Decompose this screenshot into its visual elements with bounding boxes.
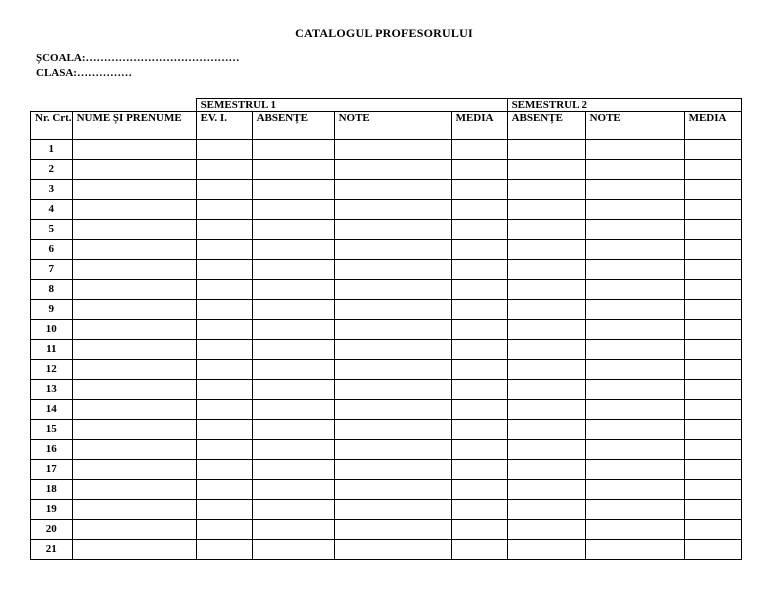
absences-1-cell[interactable]	[252, 420, 334, 440]
col-absences-1-header: ABSENȚE	[252, 112, 334, 140]
average-1-cell[interactable]	[451, 460, 507, 480]
ev-cell[interactable]	[196, 240, 252, 260]
school-field: ȘCOALA:……………………………………	[36, 52, 240, 64]
grades-1-cell[interactable]	[334, 140, 451, 160]
ev-cell[interactable]	[196, 480, 252, 500]
grades-table	[30, 98, 742, 560]
average-2-cell[interactable]	[684, 320, 741, 340]
row-number: 17	[31, 460, 73, 480]
absences-1-cell[interactable]	[252, 280, 334, 300]
absences-2-cell[interactable]	[507, 460, 585, 480]
grades-1-cell[interactable]	[334, 380, 451, 400]
average-2-cell[interactable]	[684, 400, 741, 420]
average-1-cell[interactable]	[451, 260, 507, 280]
average-2-cell[interactable]	[684, 240, 741, 260]
row-number: 9	[31, 300, 73, 320]
grades-2-cell[interactable]	[585, 140, 684, 160]
table-row	[31, 320, 742, 340]
absences-2-cell[interactable]	[507, 200, 585, 220]
absences-1-cell[interactable]	[252, 400, 334, 420]
average-2-cell[interactable]	[684, 260, 741, 280]
absences-1-cell[interactable]	[252, 200, 334, 220]
ev-cell[interactable]	[196, 220, 252, 240]
absences-1-cell[interactable]	[252, 340, 334, 360]
absences-2-cell[interactable]	[507, 400, 585, 420]
grades-2-cell[interactable]	[585, 460, 684, 480]
grades-1-cell[interactable]	[334, 440, 451, 460]
name-cell[interactable]	[72, 380, 196, 400]
row-number: 6	[31, 240, 73, 260]
grades-2-cell[interactable]	[585, 280, 684, 300]
average-1-cell[interactable]	[451, 500, 507, 520]
table-row	[31, 520, 742, 540]
grades-2-cell[interactable]	[585, 520, 684, 540]
average-2-cell[interactable]	[684, 160, 741, 180]
absences-2-cell[interactable]	[507, 420, 585, 440]
absences-2-cell[interactable]	[507, 160, 585, 180]
average-2-cell[interactable]	[684, 520, 741, 540]
average-1-cell[interactable]	[451, 420, 507, 440]
name-cell[interactable]	[72, 340, 196, 360]
average-1-cell[interactable]	[451, 300, 507, 320]
average-1-cell[interactable]	[451, 540, 507, 560]
row-number: 4	[31, 200, 73, 220]
row-number: 18	[31, 480, 73, 500]
grades-1-cell[interactable]	[334, 340, 451, 360]
average-2-cell[interactable]	[684, 340, 741, 360]
name-cell[interactable]	[72, 280, 196, 300]
row-number: 1	[31, 140, 73, 160]
grades-1-cell[interactable]	[334, 460, 451, 480]
name-cell[interactable]	[72, 260, 196, 280]
name-cell[interactable]	[72, 240, 196, 260]
row-number: 12	[31, 360, 73, 380]
absences-2-cell[interactable]	[507, 340, 585, 360]
table-row	[31, 340, 742, 360]
name-cell[interactable]	[72, 140, 196, 160]
average-1-cell[interactable]	[451, 180, 507, 200]
average-1-cell[interactable]	[451, 340, 507, 360]
absences-1-cell[interactable]	[252, 160, 334, 180]
average-2-cell[interactable]	[684, 300, 741, 320]
grades-1-cell[interactable]	[334, 220, 451, 240]
average-1-cell[interactable]	[451, 380, 507, 400]
grades-1-cell[interactable]	[334, 520, 451, 540]
absences-2-cell[interactable]	[507, 540, 585, 560]
ev-cell[interactable]	[196, 180, 252, 200]
table-row	[31, 360, 742, 380]
table-body	[31, 140, 742, 560]
ev-cell[interactable]	[196, 320, 252, 340]
average-1-cell[interactable]	[451, 360, 507, 380]
table-row	[31, 180, 742, 200]
grades-2-cell[interactable]	[585, 180, 684, 200]
grades-1-cell[interactable]	[334, 200, 451, 220]
grades-2-cell[interactable]	[585, 380, 684, 400]
table-row	[31, 540, 742, 560]
row-number: 7	[31, 260, 73, 280]
table-row	[31, 160, 742, 180]
ev-cell[interactable]	[196, 340, 252, 360]
page-title: CATALOGUL PROFESORULUI	[295, 26, 473, 40]
table-row	[31, 300, 742, 320]
ev-cell[interactable]	[196, 380, 252, 400]
grades-1-cell[interactable]	[334, 480, 451, 500]
row-number: 21	[31, 540, 73, 560]
grades-2-cell[interactable]	[585, 540, 684, 560]
average-2-cell[interactable]	[684, 180, 741, 200]
grades-2-cell[interactable]	[585, 400, 684, 420]
row-number: 20	[31, 520, 73, 540]
semester-header-row	[31, 99, 742, 112]
table-row	[31, 380, 742, 400]
grades-1-cell[interactable]	[334, 240, 451, 260]
absences-1-cell[interactable]	[252, 380, 334, 400]
absences-1-cell[interactable]	[252, 500, 334, 520]
blank-cell	[31, 99, 197, 112]
absences-1-cell[interactable]	[252, 140, 334, 160]
ev-cell[interactable]	[196, 280, 252, 300]
row-number: 15	[31, 420, 73, 440]
absences-2-cell[interactable]	[507, 280, 585, 300]
average-2-cell[interactable]	[684, 440, 741, 460]
ev-cell[interactable]	[196, 540, 252, 560]
table-row	[31, 260, 742, 280]
average-2-cell[interactable]	[684, 420, 741, 440]
row-number: 3	[31, 180, 73, 200]
name-cell[interactable]	[72, 540, 196, 560]
name-cell[interactable]	[72, 160, 196, 180]
absences-1-cell[interactable]	[252, 520, 334, 540]
average-2-cell[interactable]	[684, 380, 741, 400]
absences-1-cell[interactable]	[252, 260, 334, 280]
row-number: 5	[31, 220, 73, 240]
col-nr-header: Nr. Crt.	[31, 112, 73, 140]
average-2-cell[interactable]	[684, 200, 741, 220]
row-number: 11	[31, 340, 73, 360]
average-1-cell[interactable]	[451, 280, 507, 300]
average-1-cell[interactable]	[451, 200, 507, 220]
col-grades-2-header: NOTE	[585, 112, 684, 140]
name-cell[interactable]	[72, 300, 196, 320]
col-name-header: NUME ȘI PRENUME	[72, 112, 196, 140]
average-1-cell[interactable]	[451, 520, 507, 540]
grades-1-cell[interactable]	[334, 320, 451, 340]
table-row	[31, 440, 742, 460]
row-number: 19	[31, 500, 73, 520]
absences-1-cell[interactable]	[252, 300, 334, 320]
ev-cell[interactable]	[196, 500, 252, 520]
absences-2-cell[interactable]	[507, 360, 585, 380]
grades-2-cell[interactable]	[585, 480, 684, 500]
col-average-2-header: MEDIA	[684, 112, 741, 140]
average-2-cell[interactable]	[684, 220, 741, 240]
absences-2-cell[interactable]	[507, 380, 585, 400]
name-cell[interactable]	[72, 220, 196, 240]
name-cell[interactable]	[72, 320, 196, 340]
grades-1-cell[interactable]	[334, 420, 451, 440]
table-row	[31, 420, 742, 440]
average-1-cell[interactable]	[451, 440, 507, 460]
absences-2-cell[interactable]	[507, 180, 585, 200]
ev-cell[interactable]	[196, 420, 252, 440]
table-row	[31, 500, 742, 520]
grades-2-cell[interactable]	[585, 420, 684, 440]
average-1-cell[interactable]	[451, 240, 507, 260]
grades-2-cell[interactable]	[585, 220, 684, 240]
grades-2-cell[interactable]	[585, 440, 684, 460]
grades-1-cell[interactable]	[334, 280, 451, 300]
grades-1-cell[interactable]	[334, 360, 451, 380]
absences-1-cell[interactable]	[252, 360, 334, 380]
row-number: 2	[31, 160, 73, 180]
absences-2-cell[interactable]	[507, 500, 585, 520]
ev-cell[interactable]	[196, 200, 252, 220]
average-1-cell[interactable]	[451, 480, 507, 500]
grades-2-cell[interactable]	[585, 340, 684, 360]
absences-1-cell[interactable]	[252, 460, 334, 480]
table-row	[31, 280, 742, 300]
average-1-cell[interactable]	[451, 220, 507, 240]
ev-cell[interactable]	[196, 360, 252, 380]
ev-cell[interactable]	[196, 160, 252, 180]
absences-2-cell[interactable]	[507, 440, 585, 460]
col-ev-header: EV. I.	[196, 112, 252, 140]
table-row	[31, 400, 742, 420]
average-2-cell[interactable]	[684, 460, 741, 480]
grades-1-cell[interactable]	[334, 400, 451, 420]
absences-2-cell[interactable]	[507, 520, 585, 540]
grades-2-cell[interactable]	[585, 320, 684, 340]
col-grades-1-header: NOTE	[334, 112, 451, 140]
grades-2-cell[interactable]	[585, 500, 684, 520]
absences-2-cell[interactable]	[507, 240, 585, 260]
col-absences-2-header: ABSENȚE	[507, 112, 585, 140]
average-2-cell[interactable]	[684, 280, 741, 300]
semester-1-header: SEMESTRUL 1	[196, 99, 507, 112]
ev-cell[interactable]	[196, 140, 252, 160]
average-2-cell[interactable]	[684, 360, 741, 380]
row-number: 10	[31, 320, 73, 340]
ev-cell[interactable]	[196, 460, 252, 480]
grades-1-cell[interactable]	[334, 500, 451, 520]
average-2-cell[interactable]	[684, 500, 741, 520]
table-row	[31, 200, 742, 220]
grades-1-cell[interactable]	[334, 180, 451, 200]
absences-2-cell[interactable]	[507, 320, 585, 340]
average-1-cell[interactable]	[451, 400, 507, 420]
absences-2-cell[interactable]	[507, 300, 585, 320]
row-number: 8	[31, 280, 73, 300]
absences-1-cell[interactable]	[252, 440, 334, 460]
ev-cell[interactable]	[196, 260, 252, 280]
ev-cell[interactable]	[196, 400, 252, 420]
table-row	[31, 460, 742, 480]
average-2-cell[interactable]	[684, 140, 741, 160]
absences-2-cell[interactable]	[507, 260, 585, 280]
table-row	[31, 240, 742, 260]
average-2-cell[interactable]	[684, 480, 741, 500]
ev-cell[interactable]	[196, 300, 252, 320]
absences-1-cell[interactable]	[252, 480, 334, 500]
average-1-cell[interactable]	[451, 160, 507, 180]
grades-2-cell[interactable]	[585, 260, 684, 280]
grades-1-cell[interactable]	[334, 540, 451, 560]
column-header-row	[31, 112, 742, 140]
absences-1-cell[interactable]	[252, 220, 334, 240]
absences-1-cell[interactable]	[252, 540, 334, 560]
grades-2-cell[interactable]	[585, 300, 684, 320]
name-cell[interactable]	[72, 520, 196, 540]
absences-2-cell[interactable]	[507, 220, 585, 240]
grades-1-cell[interactable]	[334, 260, 451, 280]
grades-1-cell[interactable]	[334, 160, 451, 180]
grades-2-cell[interactable]	[585, 200, 684, 220]
absences-1-cell[interactable]	[252, 180, 334, 200]
grades-2-cell[interactable]	[585, 360, 684, 380]
name-cell[interactable]	[72, 180, 196, 200]
grades-2-cell[interactable]	[585, 240, 684, 260]
average-1-cell[interactable]	[451, 140, 507, 160]
name-cell[interactable]	[72, 480, 196, 500]
average-2-cell[interactable]	[684, 540, 741, 560]
name-cell[interactable]	[72, 420, 196, 440]
absences-1-cell[interactable]	[252, 320, 334, 340]
average-1-cell[interactable]	[451, 320, 507, 340]
name-cell[interactable]	[72, 460, 196, 480]
name-cell[interactable]	[72, 360, 196, 380]
grades-2-cell[interactable]	[585, 160, 684, 180]
ev-cell[interactable]	[196, 440, 252, 460]
col-average-1-header: MEDIA	[451, 112, 507, 140]
row-number: 16	[31, 440, 73, 460]
name-cell[interactable]	[72, 440, 196, 460]
absences-2-cell[interactable]	[507, 140, 585, 160]
name-cell[interactable]	[72, 500, 196, 520]
row-number: 13	[31, 380, 73, 400]
absences-1-cell[interactable]	[252, 240, 334, 260]
table-row	[31, 220, 742, 240]
table-row	[31, 140, 742, 160]
row-number: 14	[31, 400, 73, 420]
table-row	[31, 480, 742, 500]
absences-2-cell[interactable]	[507, 480, 585, 500]
name-cell[interactable]	[72, 400, 196, 420]
name-cell[interactable]	[72, 200, 196, 220]
semester-2-header: SEMESTRUL 2	[507, 99, 741, 112]
class-field: CLASA:……………	[36, 67, 132, 79]
ev-cell[interactable]	[196, 520, 252, 540]
grades-1-cell[interactable]	[334, 300, 451, 320]
